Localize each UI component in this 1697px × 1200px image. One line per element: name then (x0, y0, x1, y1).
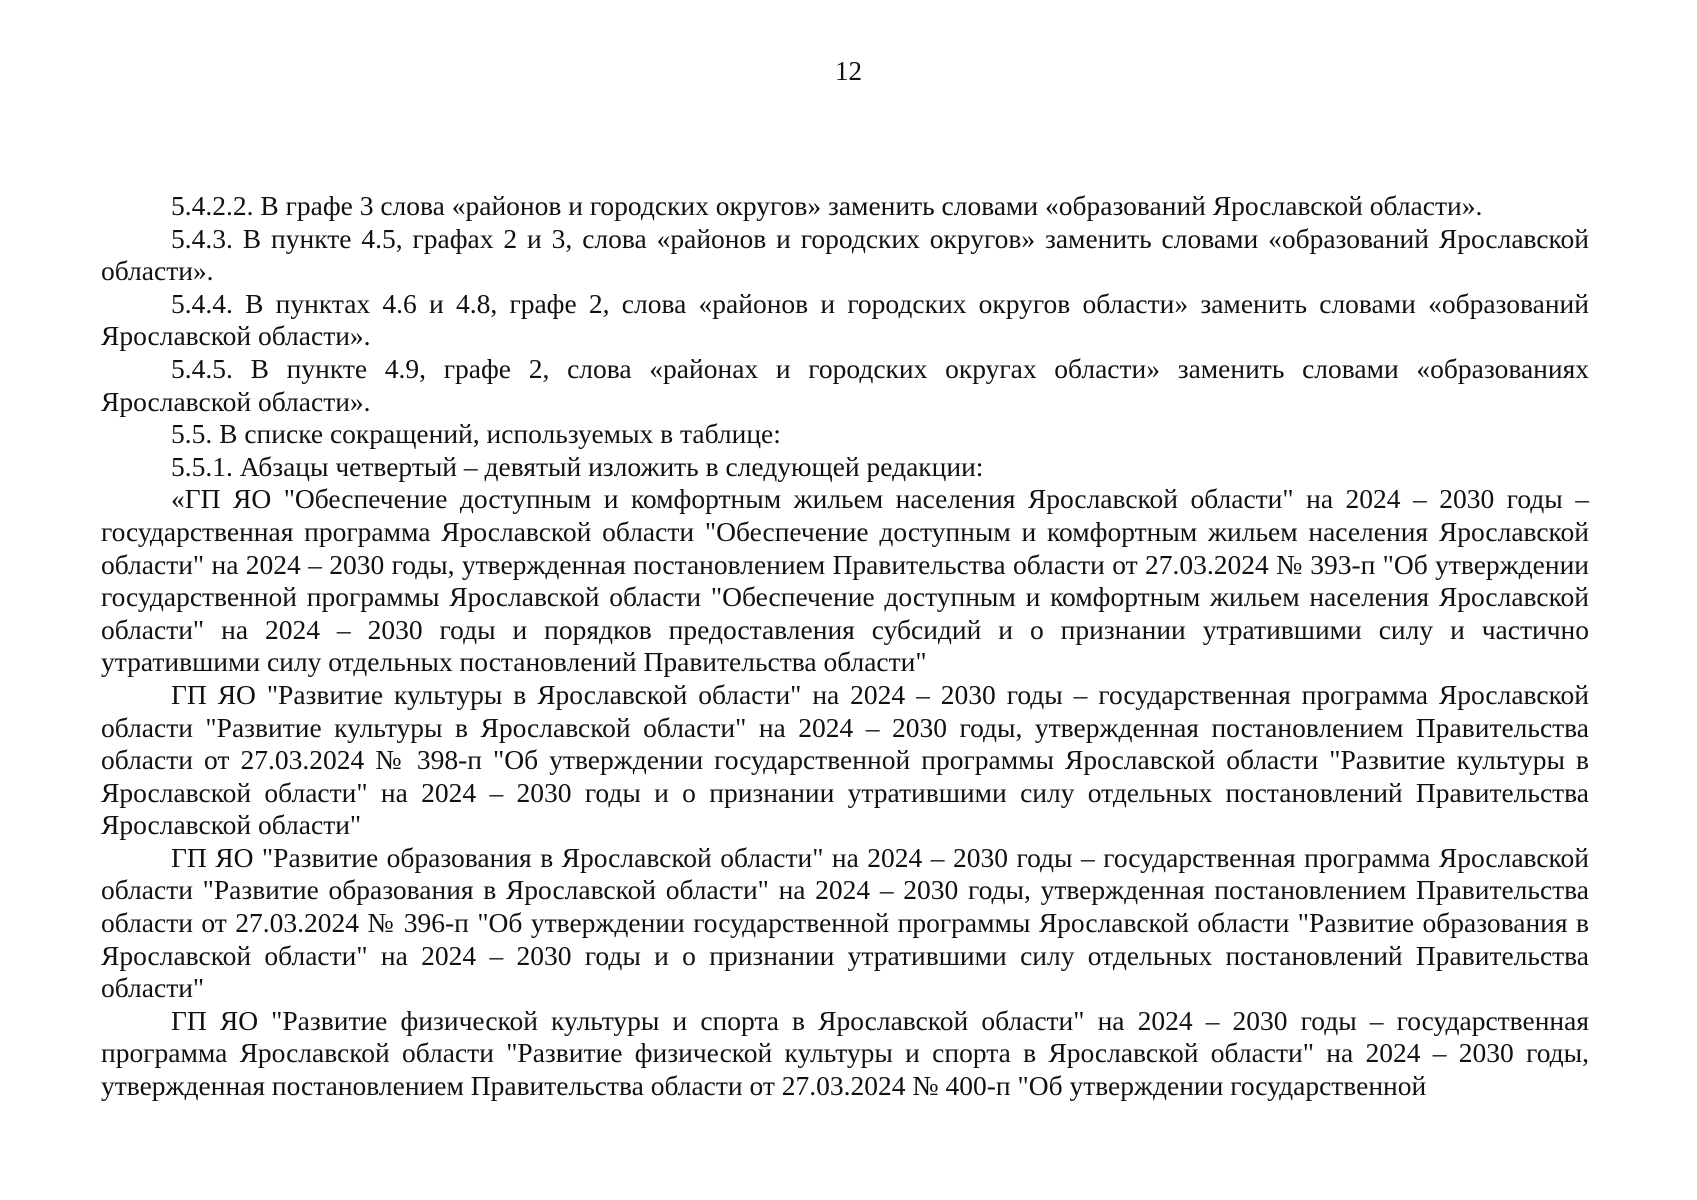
paragraph-5-4-2-2: 5.4.2.2. В графе 3 слова «районов и городских округов» заменить словами «образований Ярославской области». (171, 190, 1483, 221)
paragraph-gp-housing: «ГП ЯО "Обеспечение доступным и комфортным жильем населения Ярославской области" на 2024 – 2030 годы – государственная программа Ярославской области "Обеспечение доступным и комфортным жильем населения Ярославской области" на 2024 – 2030 годы, утвержденная постановлением Правительства области от 27.03.2024 № 393-п "Об утверждении государственной программы Ярославской области "Обеспечение доступным и комфортным жильем населения Ярославской области" на 2024 – 2030 годы и порядков предоставления субсидий и о признании утратившими силу и частично утратившими силу отдельных постановлений Правительства области" (101, 483, 1589, 678)
document-body (101, 190, 1589, 1103)
paragraph-5-4-5: 5.4.5. В пункте 4.9, графе 2, слова «районах и городских округах области» заменить словами «образованиях Ярославской области». (101, 352, 1589, 417)
page-number: 12 (835, 56, 862, 86)
paragraph-gp-education: ГП ЯО "Развитие образования в Ярославской области" на 2024 – 2030 годы – государственная программа Ярославской области "Развитие образования в Ярославской области" на 2024 – 2030 годы, утвержденная постановлением Правительства области от 27.03.2024 № 396-п "Об утверждении государственной программы Ярославской области "Развитие образования в Ярославской области" на 2024 – 2030 годы и о признании утратившими силу отдельных постановлений Правительства области" (101, 841, 1589, 1004)
paragraph-5-5: 5.5. В списке сокращений, используемых в таблице: (171, 418, 781, 450)
paragraph-5-5-1: 5.5.1. Абзацы четвертый – девятый изложить в следующей редакции: (171, 450, 984, 482)
paragraph-gp-sport: ГП ЯО "Развитие физической культуры и спорта в Ярославской области" на 2024 – 2030 годы – государственная программа Ярославской области "Развитие физической культуры и спорта в Ярославской области" на 2024 – 2030 годы, утвержденная постановлением Правительства области от 27.03.2024 № 400-п "Об утверждении государственной (101, 1004, 1589, 1102)
paragraph-5-4-4: 5.4.4. В пунктах 4.6 и 4.8, графе 2, слова «районов и городских округов области» заменить словами «образований Ярославской области». (101, 287, 1589, 352)
paragraph-5-4-3: 5.4.3. В пункте 4.5, графах 2 и 3, слова «районов и городских округов» заменить словами «образований Ярославской области». (101, 222, 1589, 287)
paragraph-gp-culture: ГП ЯО "Развитие культуры в Ярославской области" на 2024 – 2030 годы – государственная программа Ярославской области "Развитие культуры в Ярославской области" на 2024 – 2030 годы, утвержденная постановлением Правительства области от 27.03.2024 № 398-п "Об утверждении государственной программы Ярославской области "Развитие культуры в Ярославской области" на 2024 – 2030 годы и о признании утратившими силу отдельных постановлений Правительства Ярославской области" (101, 678, 1589, 841)
